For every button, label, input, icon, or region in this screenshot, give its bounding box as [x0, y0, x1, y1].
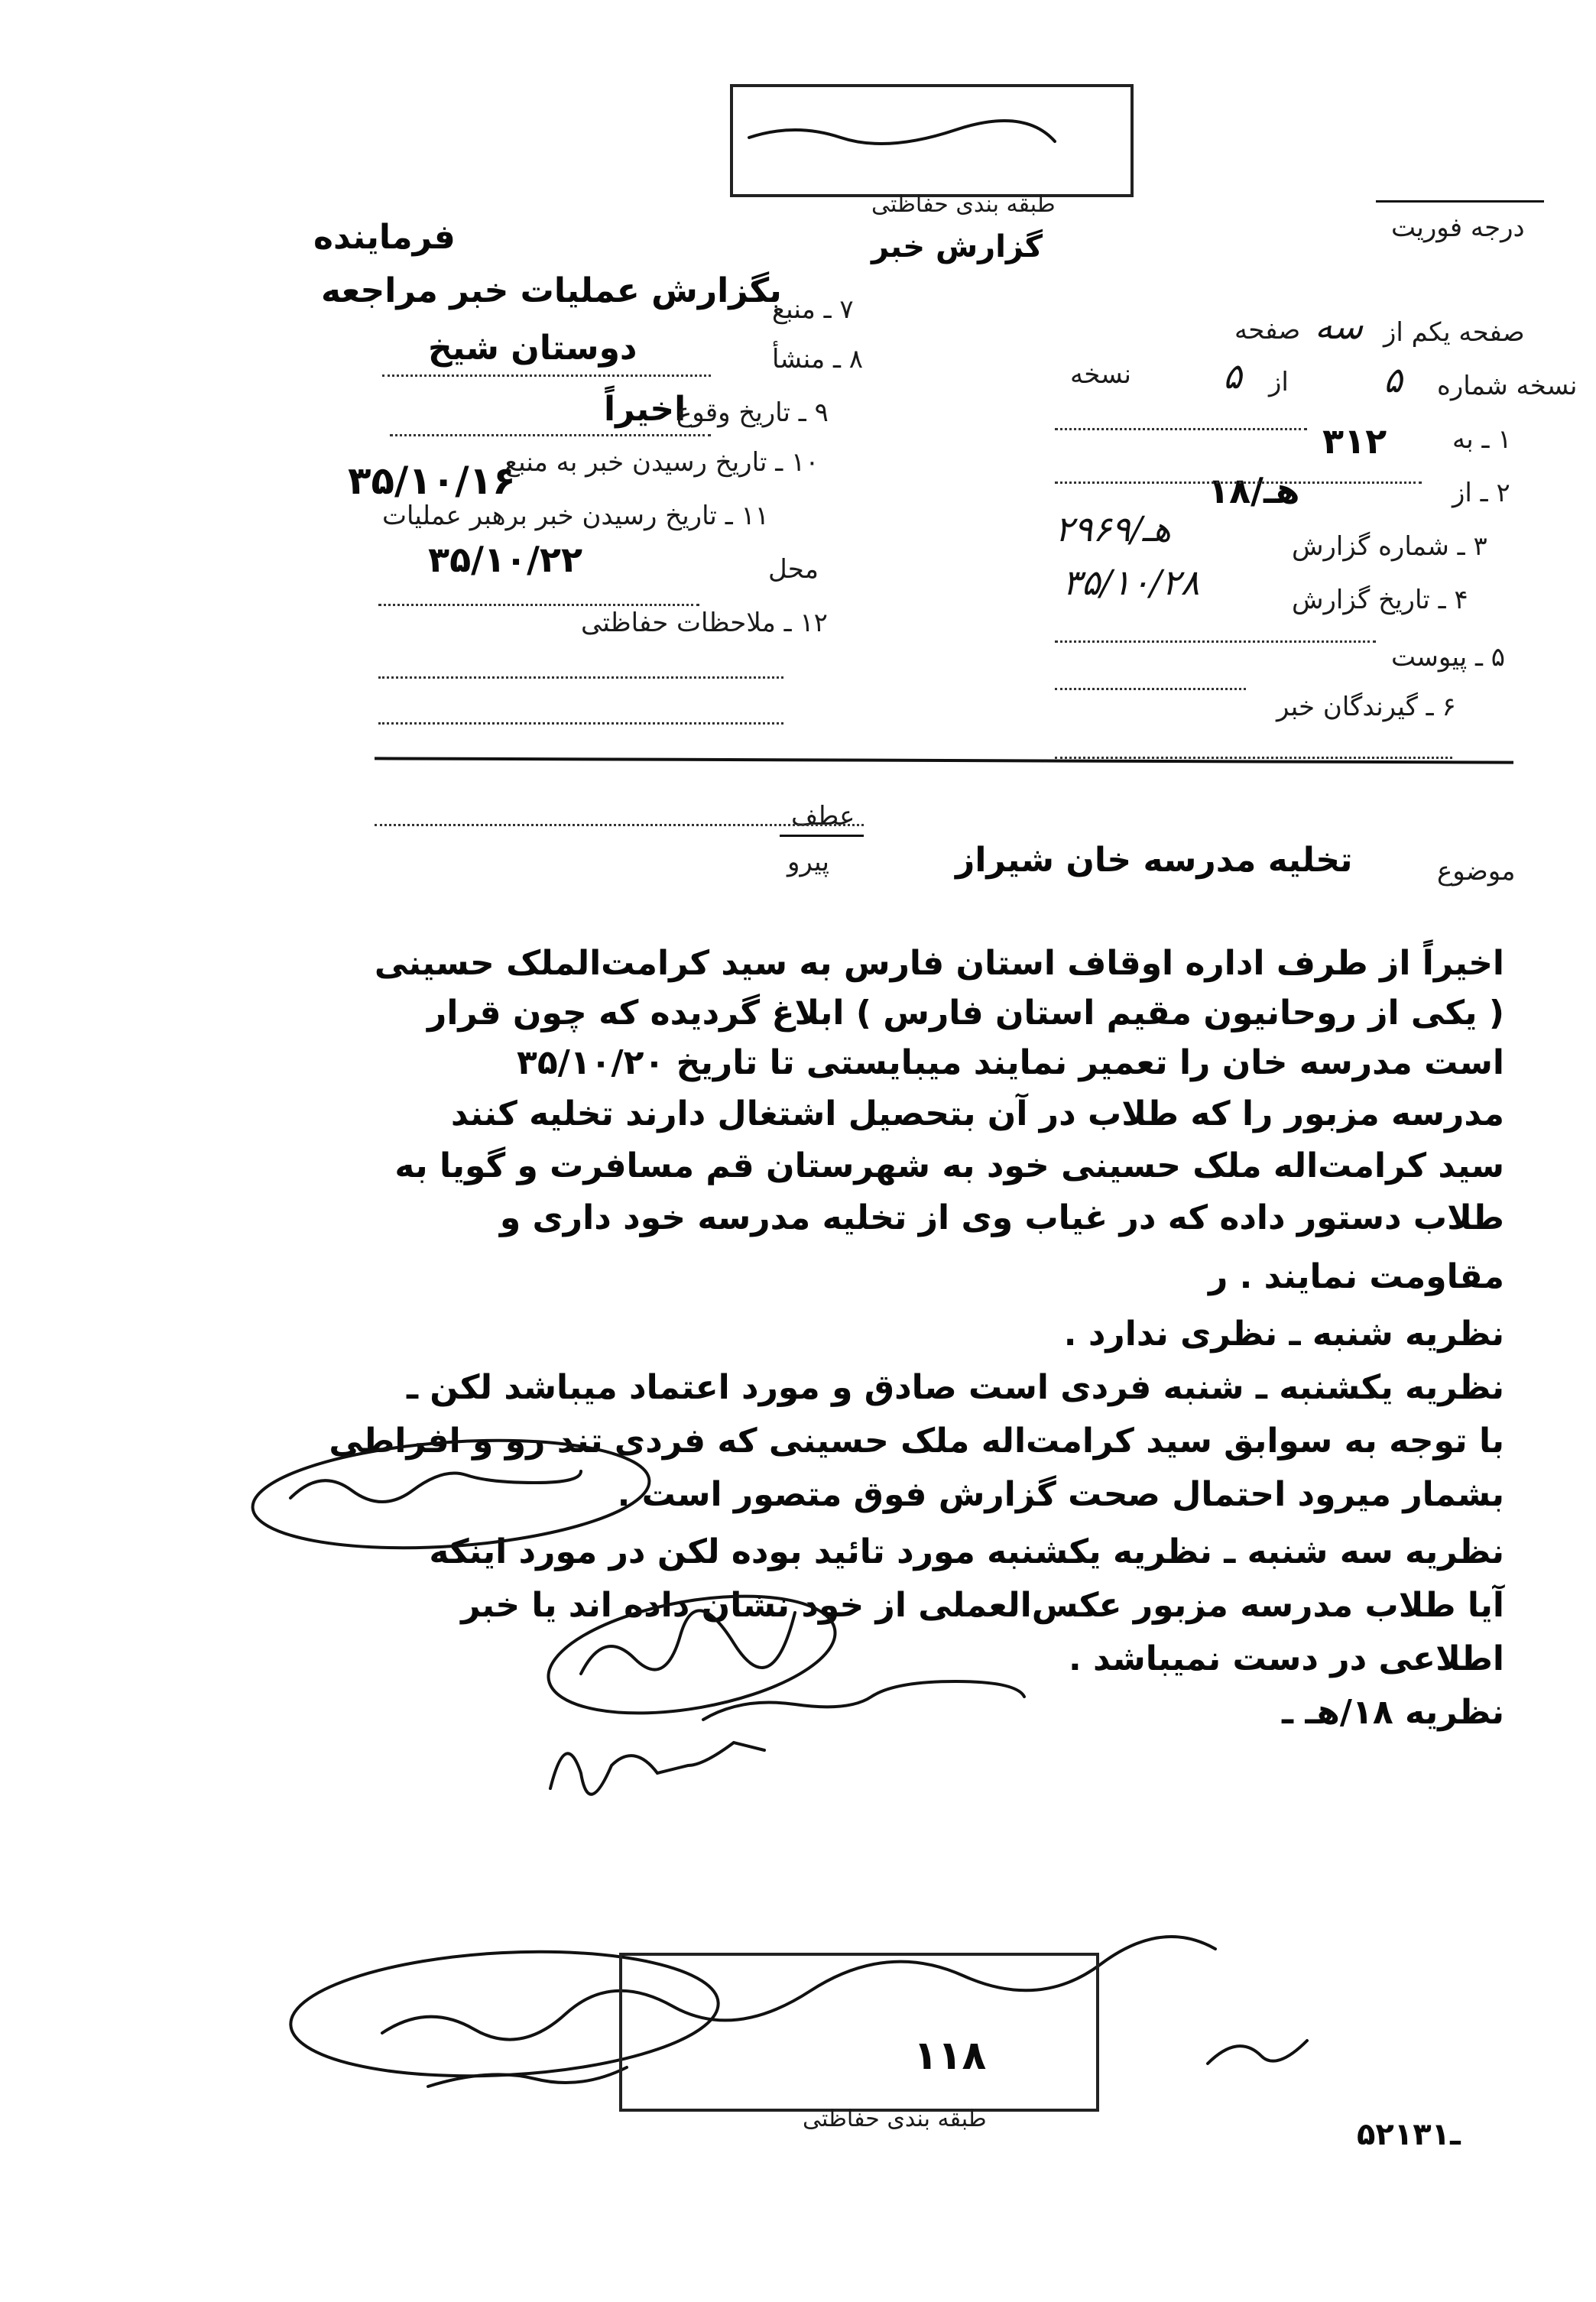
report-no-label: ۳ ـ شماره گزارش: [1292, 531, 1487, 562]
source-value: بگزارش عملیات خبر مراجعه: [321, 271, 782, 310]
recipient-label: فرماینده: [313, 218, 456, 257]
page-value: سه: [1315, 306, 1364, 347]
top-stamp-scribble: [749, 121, 1055, 144]
body-line-2: ( یکی از روحانیون مقیم استان فارس ) ابلاغ گردیده که چون قرار: [427, 994, 1504, 1033]
classification-label-bottom: طبقه بندی حفاظتی: [803, 2106, 987, 2132]
peyro-label: پیرو: [787, 847, 829, 877]
attachment-label: ۵ ـ پیوست: [1391, 642, 1506, 673]
body-line-5: سید کرامت‌اله ملک حسینی خود به شهرستان قم مسافرت و گویا به: [394, 1146, 1504, 1185]
body-line-6: طلاب دستور داده که در غیاب وی از تخلیه مدرسه خود داری و: [499, 1198, 1504, 1237]
to-label: ۱ ـ به: [1452, 424, 1512, 455]
from-label: ۲ ـ از: [1452, 478, 1510, 508]
copy-label: نسخه شماره: [1437, 371, 1578, 401]
notes-label: ۱۲ ـ ملاحظات حفاظتی: [581, 608, 828, 638]
report-title: گزارش خبر: [871, 229, 1043, 264]
signature-oval-2: [540, 1577, 845, 1733]
body-line-11: بشمار میرود احتمال صحت گزارش فوق متصور است .: [617, 1475, 1504, 1514]
body-line-12: نظریه سه شنبه ـ نظریه یکشنبه مورد تائید بوده لکن در مورد اینکه: [429, 1532, 1504, 1571]
body-line-10: با توجه به سوابق سید کرامت‌اله ملک حسینی که فردی تند رو و افراطی: [329, 1422, 1504, 1461]
page-label: صفحه یکم از: [1384, 317, 1525, 348]
body-line-8: نظریه شنبه ـ نظری ندارد .: [1063, 1315, 1504, 1354]
copy-total: ۵: [1223, 355, 1242, 397]
occurrence-label: ۹ ـ تاریخ وقوع: [676, 397, 829, 428]
arrival-ops-label: ۱۱ ـ تاریخ رسیدن خبر برهبر عملیات: [382, 501, 770, 531]
subject-value: تخلیه مدرسه خان شیراز: [955, 841, 1353, 880]
arrival-source-label: ۱۰ ـ تاریخ رسیدن خبر به منبع: [504, 447, 819, 478]
body-line-4: مدرسه مزبور را که طلاب در آن بتحصیل اشتغال دارند تخلیه کنند: [450, 1094, 1504, 1133]
body-line-15: نظریه ۱۸/هـ ـ: [1282, 1693, 1504, 1732]
signature-scribble-3: [550, 1743, 764, 1795]
body-line-1: اخیراً از طرف اداره اوقاف استان فارس به سید کرامت‌الملک حسینی: [374, 944, 1504, 983]
arrival-ops-value: ۳۵/۱۰/۲۲: [428, 539, 583, 580]
place-label: محل: [768, 554, 819, 585]
copy-suffix: نسخه: [1070, 359, 1131, 390]
body-line-13: آیا طلاب مدرسه مزبور عکس‌العملی از خود نشان داده اند یا خبر: [461, 1586, 1504, 1625]
recipients-label: ۶ ـ گیرندگان خبر: [1276, 692, 1456, 722]
signature-scribble-1: [290, 1471, 581, 1502]
atf-label: عطف: [791, 801, 855, 832]
body-line-7: مقاومت نمایند . ر: [1208, 1257, 1504, 1296]
report-date-value: ۳۵/۱۰/۲۸: [1062, 562, 1200, 603]
arrival-source-value: ۳۵/۱۰/۱۶: [348, 459, 516, 503]
handwritten-number: ۱۱۸: [913, 2033, 987, 2079]
body-line-14: اطلاعی در دست نمیباشد .: [1069, 1639, 1504, 1678]
report-no-value: ۲۹۶۹/هـ: [1055, 508, 1172, 550]
origin-value: دوستان شیخ: [428, 329, 637, 368]
occurrence-value: اخیراً: [604, 390, 686, 429]
body-line-9: نظریه یکشنبه ـ شنبه فردی است صادق و مورد اعتماد میباشد لکن ـ: [406, 1368, 1504, 1407]
signature-oval-1: [249, 1428, 653, 1560]
copy-of: از: [1269, 367, 1289, 397]
from-value: ۱۸/هـ: [1208, 470, 1300, 511]
origin-label: ۸ ـ منشأ: [772, 344, 864, 374]
copy-value: ۵: [1384, 359, 1403, 400]
signature-scribble-7: [1208, 2041, 1307, 2064]
classification-stamp-bottom: [619, 1953, 1099, 2112]
subject-label: موضوع: [1437, 856, 1516, 887]
body-line-3: است مدرسه خان را تعمیر نمایند میبایستی تا تاریخ ۳۵/۱۰/۲۰: [517, 1043, 1504, 1082]
source-label: ۷ ـ منبع: [772, 294, 854, 325]
signature-scribble-4: [703, 1681, 1024, 1720]
to-value: ۳۱۲: [1322, 420, 1387, 462]
document-code: ۵۲ـ۱۳۱: [1357, 2117, 1461, 2152]
urgency-label: درجه فوریت: [1391, 212, 1525, 243]
page-suffix: صفحه: [1234, 315, 1301, 345]
report-date-label: ۴ ـ تاریخ گزارش: [1292, 585, 1468, 615]
classification-label-top: طبقه بندی حفاظتی: [871, 191, 1056, 218]
